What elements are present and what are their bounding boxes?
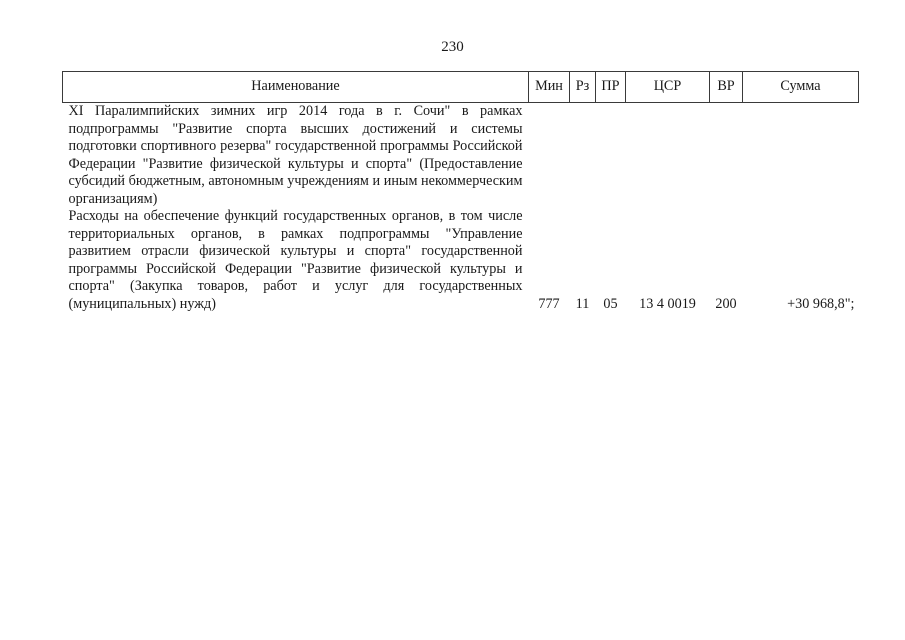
row-rz: [570, 103, 596, 209]
header-name: Наименование: [63, 72, 529, 103]
page-number: 230: [441, 39, 464, 55]
row-sum: [743, 103, 859, 209]
table-header-row: [63, 72, 859, 103]
header-sum: Сумма: [743, 72, 859, 103]
header-min: Мин: [529, 72, 570, 103]
row-vr: [710, 103, 743, 209]
row-vr: 200: [715, 295, 737, 312]
header-csr: ЦСР: [626, 72, 710, 103]
row-rz: 11: [575, 295, 590, 312]
table-row: [63, 103, 859, 209]
table-row: [63, 208, 859, 313]
header-vr: ВР: [710, 72, 743, 103]
row-min: 777: [538, 295, 560, 312]
header-pr: ПР: [596, 72, 626, 103]
row-csr: [626, 103, 710, 209]
header-rz: Рз: [570, 72, 596, 103]
row-name: XI Паралимпийских зимних игр 2014 года в г. Сочи" в рамках подпрограммы "Развитие спорта высших достижений и системы подготовки спортивного резерва" государственной программы Российской Федерации "Развитие физической культуры и спорта" (Предоставление субсидий бюджетным, автономным учреждениям и иным некоммерческим организациям): [68, 103, 523, 207]
row-pr: [596, 103, 626, 209]
budget-table: [62, 71, 859, 313]
row-min: [529, 103, 570, 209]
row-name: Расходы на обеспечение функций государственных органов, в том числе территориальных органов, в рамках подпрограммы "Управление развитием отрасли физической культуры и спорта" государственной программы Российской Федерации "Развитие физической культуры и спорта" (Закупка товаров, работ и услуг для государственных (муниципальных) нужд): [68, 208, 523, 312]
row-csr: 13 4 0019: [639, 295, 696, 312]
row-pr: 05: [603, 295, 618, 312]
row-sum: +30 968,8";: [787, 295, 855, 312]
